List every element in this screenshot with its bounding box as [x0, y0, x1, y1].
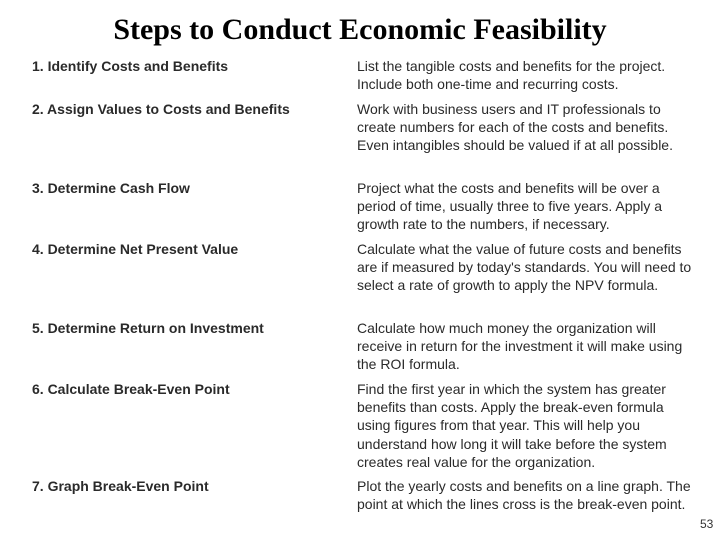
- step-label: 5. Determine Return on Investment: [32, 320, 264, 336]
- step-label: 2. Assign Values to Costs and Benefits: [32, 101, 290, 117]
- step-label: 1. Identify Costs and Benefits: [32, 58, 229, 74]
- step-label: 7. Graph Break-Even Point: [32, 478, 209, 494]
- step-label: 4. Determine Net Present Value: [32, 241, 239, 257]
- step-description: Plot the yearly costs and benefits on a line graph. The point at which the lines cross is the break-even point.: [357, 478, 691, 513]
- step-description: Project what the costs and benefits will be over a period of time, usually three to five years. Apply a growth rate to the numbers, if necessary.: [357, 180, 663, 233]
- step-description: List the tangible costs and benefits for the project. Include both one-time and recurring costs.: [357, 58, 666, 93]
- slide-title: Steps to Conduct Economic Feasibility: [113, 13, 607, 46]
- step-description: Work with business users and IT professionals to create numbers for each of the costs and benefits. Even intangibles should be valued if at all possible.: [357, 101, 673, 154]
- step-description: Calculate what the value of future costs and benefits are if measured by today's standards. You will need to select a rate of growth to apply the NPV formula.: [357, 241, 692, 294]
- step-description: Find the first year in which the system has greater benefits than costs. Apply the break-even formula using figures from that year. This will help you understand how long it will take before the system creates real value for the organization.: [357, 381, 667, 470]
- step-label: 3. Determine Cash Flow: [32, 180, 190, 196]
- step-label: 6. Calculate Break-Even Point: [32, 381, 230, 397]
- step-description: Calculate how much money the organization will receive in return for the investment it will make using the ROI formula.: [357, 320, 683, 373]
- page-number: 53: [700, 517, 714, 531]
